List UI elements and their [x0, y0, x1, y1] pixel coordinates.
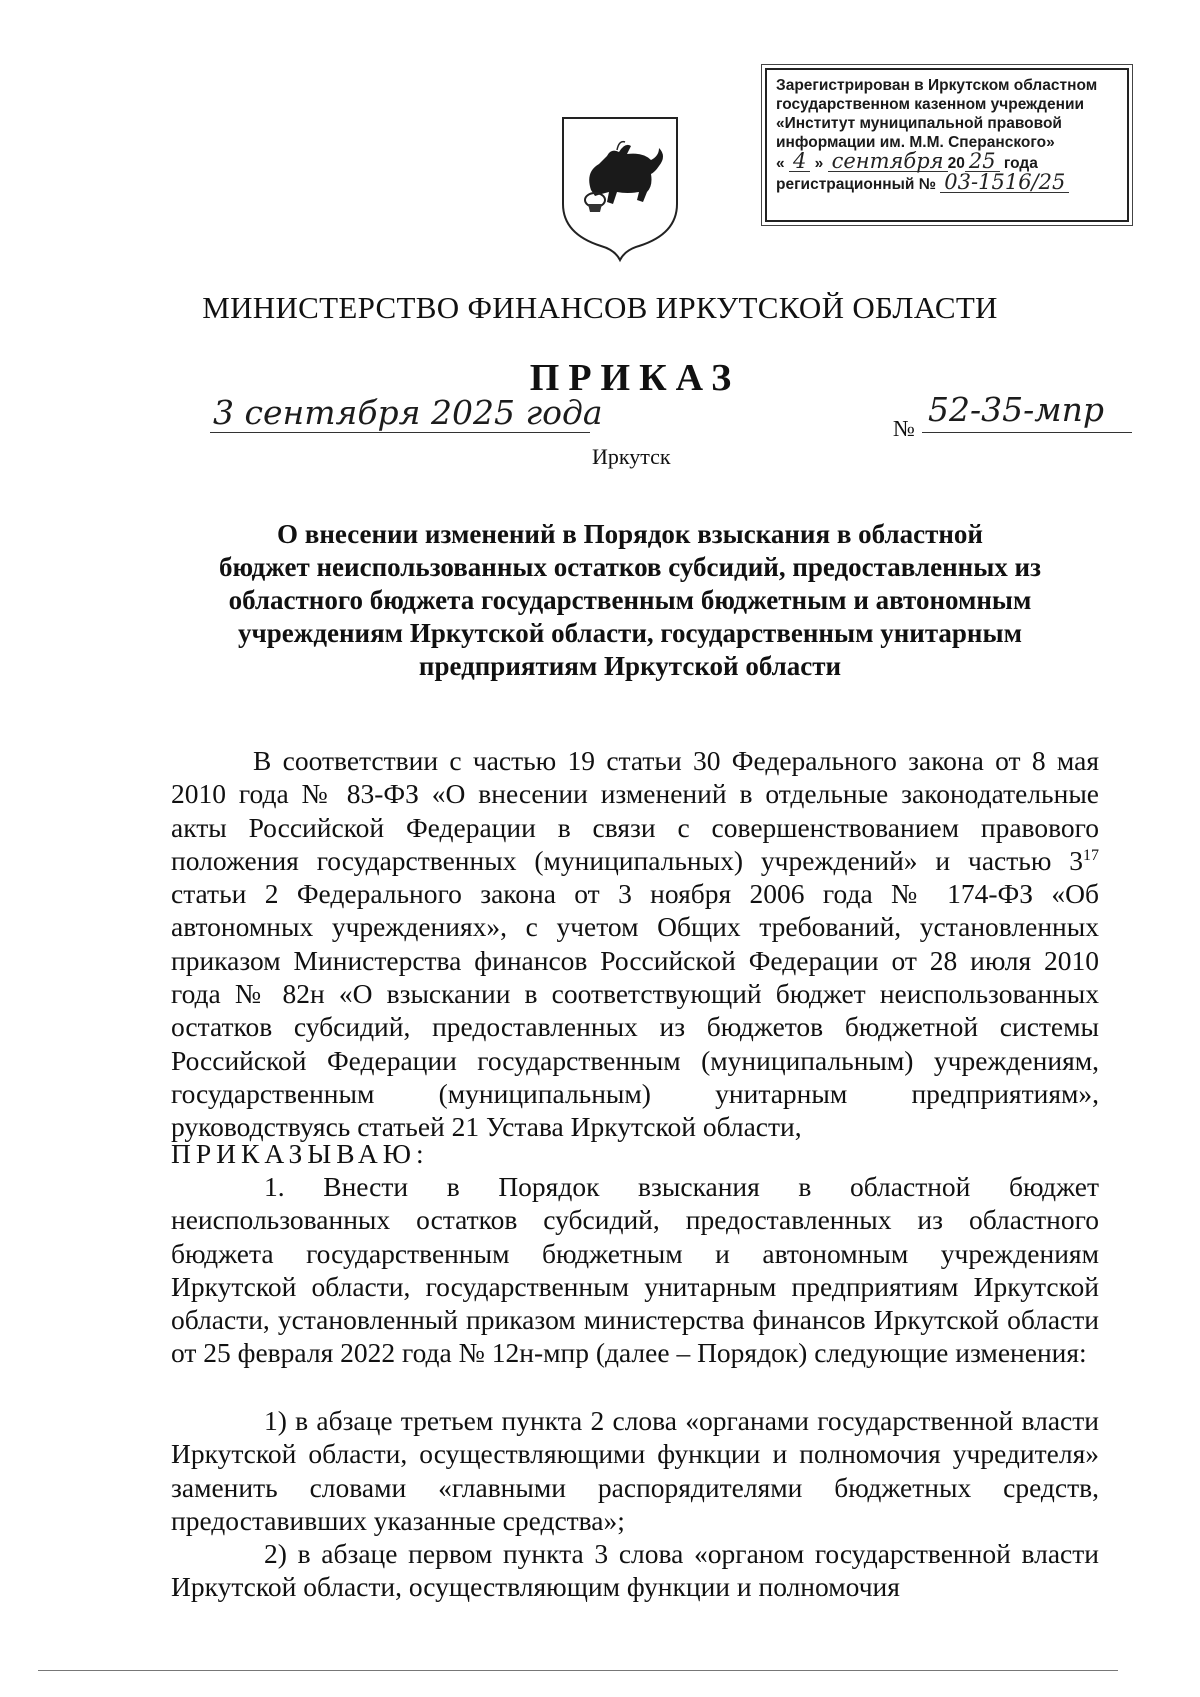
stamp-quote: « — [776, 155, 785, 172]
order-date: 3 сентября 2025 года — [213, 393, 603, 432]
stamp-line: государственном казенном учреждении — [776, 96, 1085, 113]
subject-line: предприятиям Иркутской области — [418, 651, 842, 681]
order-directive: ПРИКАЗЫВАЮ: — [171, 1138, 429, 1169]
stamp-reg-number: 03-1516/25 — [940, 173, 1069, 193]
subject-line: бюджет неиспользованных остатков субсидий, предоставленных из — [219, 552, 1041, 582]
registration-stamp — [765, 68, 1129, 222]
stamp-year-prefix: 20 — [947, 155, 965, 172]
stamp-reg-label: регистрационный № — [776, 176, 936, 193]
order-number-prefix: № — [893, 416, 915, 441]
sub-item-2: 2) в абзаце первом пункта 3 слова «органом государственной власти Иркутской области, осуществляющим функции и полномочия — [171, 1538, 1099, 1603]
stamp-line: Зарегистрирован в Иркутском областном — [776, 77, 1098, 94]
order-subject — [180, 518, 1080, 683]
order-number: 52-35-мпр — [928, 390, 1105, 429]
ministry-name: МИНИСТЕРСТВО ФИНАНСОВ ИРКУТСКОЙ ОБЛАСТИ — [202, 290, 998, 325]
stamp-line: «Институт муниципальной правовой — [776, 115, 1062, 132]
superscript: 17 — [1083, 846, 1099, 864]
preamble-paragraph — [171, 744, 1099, 1144]
stamp-month: сентября — [828, 152, 948, 172]
stamp-year-word: года — [1003, 155, 1038, 172]
sub-item-1: 1) в абзаце третьем пункта 2 слова «органами государственной власти Иркутской области, осуществляющими функции и полномочия учредителя» заменить словами «главными распорядителями бюджетных средств, предоставивших указанные средства»; — [171, 1405, 1099, 1536]
stamp-reg-line — [776, 170, 1119, 194]
city-name: Иркутск — [592, 444, 671, 469]
order-item-1: 1. Внести в Порядок взыскания в областной бюджет неиспользованных остатков субсидий, предоставленных из областного бюджета государственным бюджетным и автономным учреждениям Иркутской области, государственным унитарным предприятиям Иркутской области, установленный приказом министерства финансов Иркутской области от 25 февраля 2022 года № 12н-мпр (далее – Порядок) следующие изменения: — [171, 1171, 1099, 1369]
coat-of-arms-emblem — [555, 112, 685, 264]
preamble-text-b: статьи 2 Федерального закона от 3 ноября 2006 года № 174-ФЗ «Об автономных учреждениях», с учетом Общих требований, установленных приказом Министерства финансов Российской Федерации от 28 июля 2010 года № 82н «О взыскании в соответствующий бюджет неиспользованных остатков субсидий, предоставленных из бюджетов бюджетной системы Российской Федерации государственным (муниципальным) учреждениям, государственным (муниципальным) унитарным предприятиям», руководствуясь статьей 21 Устава Иркутской области, — [171, 878, 1099, 1143]
date-underline — [210, 432, 590, 433]
document-title: ПРИКАЗ — [529, 357, 741, 399]
stamp-line: информации им. М.М. Сперанского» — [776, 134, 1055, 151]
subject-line: областного бюджета государственным бюджетным и автономным — [228, 585, 1032, 615]
subject-line: О внесении изменений в Порядок взыскания в областной — [277, 519, 983, 549]
stamp-day: 4 — [789, 152, 810, 172]
subject-line: учреждениям Иркутской области, государственным унитарным — [238, 618, 1022, 648]
number-underline — [922, 432, 1132, 433]
page-bottom-rule — [38, 1670, 1118, 1671]
preamble-text-a: В соответствии с частью 19 статьи 30 Федерального закона от 8 мая 2010 года № 83-ФЗ «О внесении изменений в отдельные законодательные акты Российской Федерации в связи с совершенствованием правового положения государственных (муниципальных) учреждений» и частью 3 — [171, 745, 1099, 876]
stamp-year-suffix: 25 — [965, 152, 1000, 172]
stamp-quote: » — [814, 155, 824, 172]
